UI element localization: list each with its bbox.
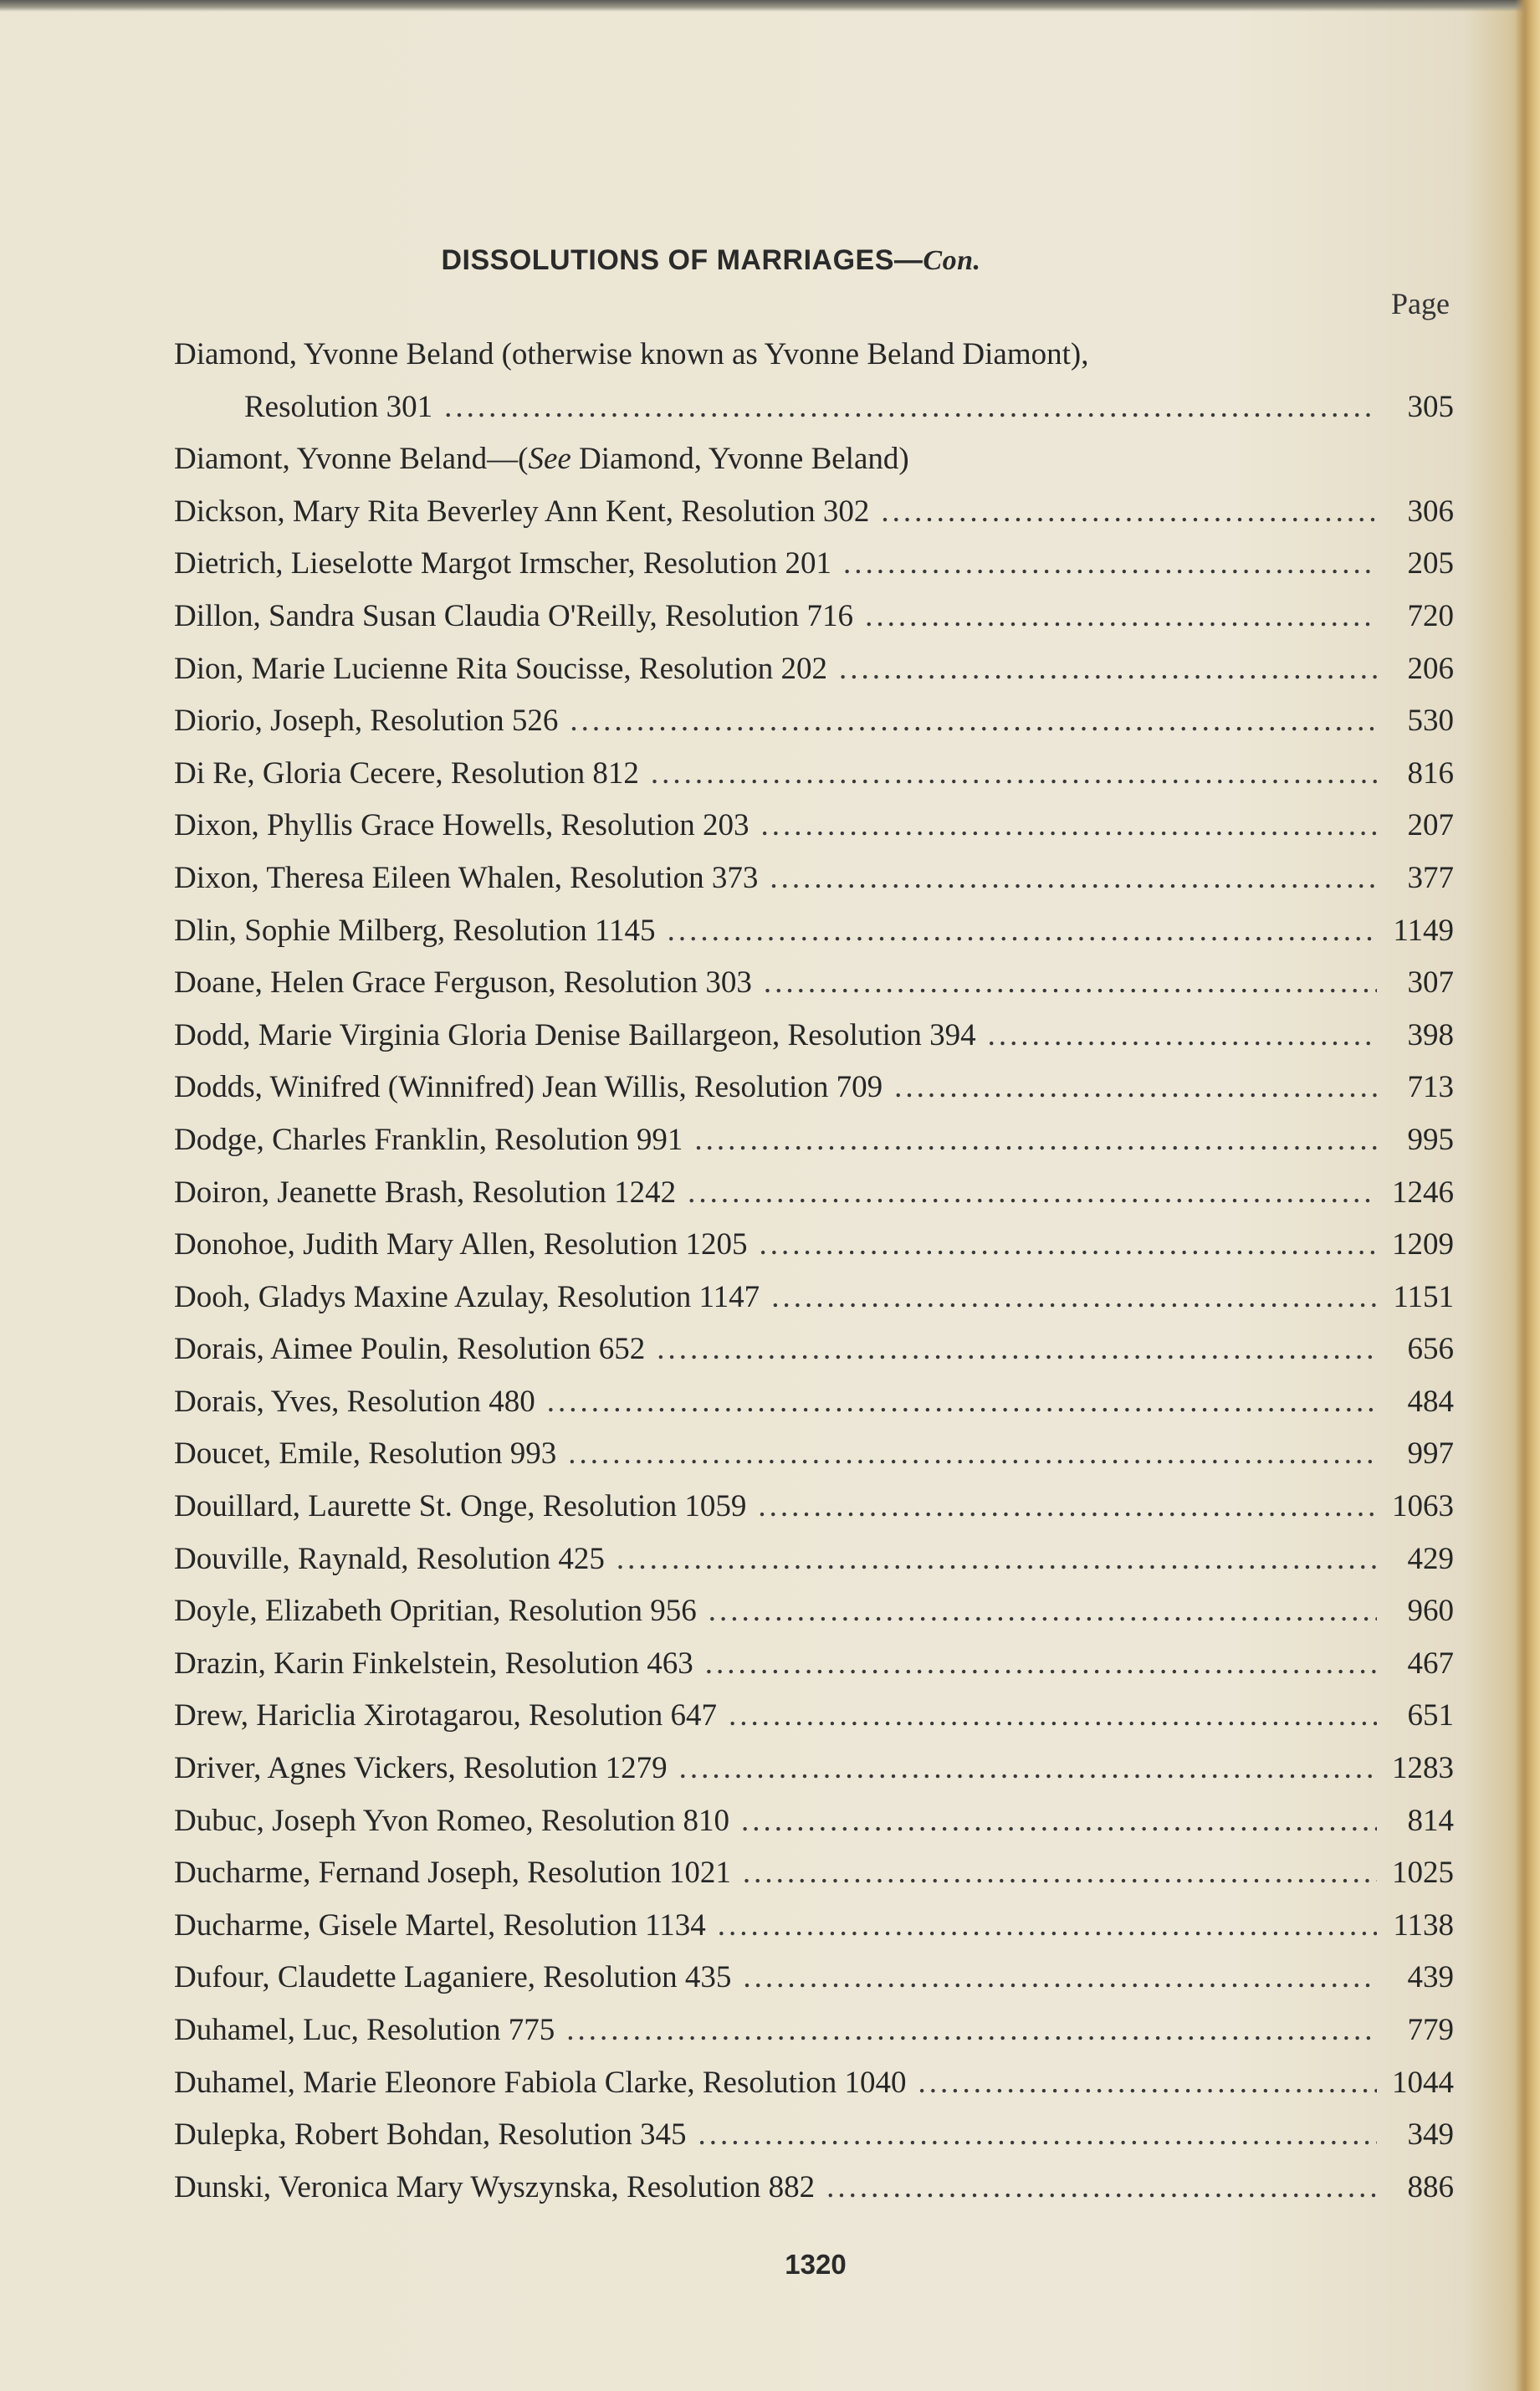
index-entry-page: 207 <box>1407 808 1454 843</box>
index-entry-see-target: Diamond, Yvonne Beland) <box>570 442 909 477</box>
index-entry <box>174 598 1454 651</box>
index-entry-page: 779 <box>1407 2013 1454 2047</box>
index-entry-text <box>174 965 752 1001</box>
index-entry-text <box>174 1803 729 1839</box>
index-entry-text <box>174 2065 906 2101</box>
index-entry-name: Ducharme, Fernand Joseph, Resolution 1021 <box>174 1856 731 1891</box>
index-entry-text <box>244 389 432 425</box>
index-entry <box>174 1907 1454 1960</box>
dot-leader <box>764 965 1377 1001</box>
index-entry-name: Dlin, Sophie Milberg, Resolution 1145 <box>174 913 656 948</box>
index-entry-name: Doane, Helen Grace Ferguson, Resolution 303 <box>174 965 752 1001</box>
index-entry <box>174 441 1454 494</box>
dot-leader <box>918 2065 1377 2101</box>
dot-leader <box>570 703 1377 739</box>
dot-leader <box>826 2169 1377 2205</box>
index-entries-list <box>174 336 1454 2221</box>
index-entry-text <box>174 1646 693 1682</box>
index-entry-text <box>174 1175 676 1211</box>
index-entry <box>174 1488 1454 1541</box>
index-entry-text <box>174 1541 605 1577</box>
dot-leader <box>709 1593 1377 1629</box>
page-number: 1320 <box>785 2249 847 2280</box>
page-right-edge <box>1515 0 1540 2391</box>
index-entry <box>174 1331 1454 1384</box>
index-entry-name: Di Re, Gloria Cecere, Resolution 812 <box>174 755 639 791</box>
dot-leader <box>881 494 1377 530</box>
index-entry <box>174 1541 1454 1594</box>
index-entry-page: 651 <box>1407 1698 1454 1733</box>
index-entry <box>174 494 1454 546</box>
dot-leader <box>741 1803 1377 1839</box>
index-entry-text <box>174 1331 645 1367</box>
index-entry <box>174 1279 1454 1332</box>
index-entry-name: Dooh, Gladys Maxine Azulay, Resolution 1147 <box>174 1279 760 1314</box>
dot-leader <box>688 1175 1377 1211</box>
index-entry-name: Resolution 301 <box>244 389 433 424</box>
index-entry <box>174 545 1454 598</box>
index-entry-page: 1149 <box>1393 913 1454 948</box>
index-entry-name: Dion, Marie Lucienne Rita Soucisse, Resolution 202 <box>174 651 827 686</box>
index-entry-text <box>174 860 758 896</box>
index-entry-name: Douillard, Laurette St. Onge, Resolution 1059 <box>174 1489 747 1524</box>
index-entry-name: Dodge, Charles Franklin, Resolution 991 <box>174 1122 683 1157</box>
index-entry-page: 720 <box>1407 598 1454 633</box>
dot-leader <box>566 2012 1377 2048</box>
index-entry <box>174 389 1454 442</box>
dot-leader <box>444 389 1377 425</box>
index-entry <box>174 1069 1454 1122</box>
index-entry-page: 713 <box>1407 1070 1454 1105</box>
index-entry-page: 1246 <box>1392 1175 1454 1210</box>
index-entry-text <box>174 1750 668 1786</box>
index-entry <box>174 913 1454 965</box>
dot-leader <box>894 1069 1377 1105</box>
index-entry-text <box>174 1907 706 1943</box>
index-entry-text <box>174 1122 683 1158</box>
index-entry-name: Diamond, Yvonne Beland (otherwise known as Yvonne Beland Diamont), <box>174 337 1089 371</box>
index-entry-name: Diamont, Yvonne Beland—( <box>174 442 529 477</box>
index-entry-page: 439 <box>1407 1960 1454 1995</box>
dot-leader <box>568 1436 1377 1472</box>
index-entry <box>174 1122 1454 1175</box>
index-entry <box>174 1384 1454 1436</box>
index-entry <box>174 2117 1454 2169</box>
index-entry-page: 429 <box>1407 1541 1454 1576</box>
index-entry <box>174 2169 1454 2222</box>
dot-leader <box>651 755 1377 791</box>
dot-leader <box>843 545 1377 581</box>
index-entry <box>174 1697 1454 1750</box>
index-entry-page: 1044 <box>1392 2065 1454 2100</box>
index-entry-text <box>174 913 656 949</box>
index-entry-page: 307 <box>1407 965 1454 1001</box>
index-entry-text <box>174 807 750 843</box>
index-entry-text <box>174 545 831 581</box>
index-entry-name: Doucet, Emile, Resolution 993 <box>174 1436 557 1472</box>
dot-leader <box>668 913 1377 949</box>
index-entry-page: 1209 <box>1392 1227 1454 1262</box>
index-entry-text <box>174 2117 687 2153</box>
dot-leader <box>718 1907 1377 1943</box>
index-entry-name: Ducharme, Gisele Martel, Resolution 1134 <box>174 1907 706 1943</box>
index-entry-text <box>174 1069 883 1105</box>
dot-leader <box>988 1017 1377 1053</box>
index-entry <box>174 1959 1454 2012</box>
dot-leader <box>771 1279 1377 1315</box>
dot-leader <box>729 1697 1377 1733</box>
index-entry <box>174 860 1454 913</box>
index-entry <box>174 651 1454 704</box>
index-entry-name: Duhamel, Luc, Resolution 775 <box>174 2013 555 2047</box>
index-entry <box>174 1593 1454 1646</box>
index-entry-page: 656 <box>1407 1332 1454 1367</box>
index-entry <box>174 703 1454 755</box>
index-entry-name: Dodds, Winifred (Winnifred) Jean Willis, Resolution 709 <box>174 1070 883 1105</box>
index-entry-name: Dunski, Veronica Mary Wyszynska, Resolution 882 <box>174 2169 816 2204</box>
index-entry <box>174 1017 1454 1070</box>
index-entry-page: 995 <box>1407 1122 1454 1157</box>
index-entry-name: Dillon, Sandra Susan Claudia O'Reilly, Resolution 716 <box>174 598 854 633</box>
index-entry-text <box>174 651 827 687</box>
index-entry-name: Dorais, Yves, Resolution 480 <box>174 1384 535 1419</box>
index-entry-page: 206 <box>1407 651 1454 686</box>
index-entry-page: 305 <box>1407 389 1454 424</box>
index-entry-page: 997 <box>1407 1436 1454 1472</box>
index-entry-name: Douville, Raynald, Resolution 425 <box>174 1541 605 1576</box>
dot-leader <box>698 2117 1378 2153</box>
dot-leader <box>679 1750 1377 1786</box>
index-entry-text <box>174 703 558 739</box>
index-entry <box>174 1855 1454 1907</box>
index-entry-page: 816 <box>1407 755 1454 791</box>
index-entry-name: Driver, Agnes Vickers, Resolution 1279 <box>174 1751 668 1786</box>
index-entry-name: Donohoe, Judith Mary Allen, Resolution 1205 <box>174 1227 748 1262</box>
index-entry-page: 398 <box>1407 1017 1454 1052</box>
index-entry <box>174 336 1454 389</box>
index-entry-text <box>174 336 1088 372</box>
index-entry-page: 349 <box>1407 2117 1454 2153</box>
index-entry-text <box>174 755 639 791</box>
index-entry-text <box>174 1226 748 1262</box>
index-entry-text <box>174 1279 760 1315</box>
index-entry <box>174 1436 1454 1488</box>
dot-leader <box>547 1384 1377 1420</box>
index-entry-page: 484 <box>1407 1384 1454 1419</box>
index-entry <box>174 807 1454 860</box>
index-entry-text <box>174 494 869 530</box>
dot-leader <box>761 807 1377 843</box>
index-entry-page: 1025 <box>1392 1856 1454 1891</box>
index-entry-name: Dodd, Marie Virginia Gloria Denise Baillargeon, Resolution 394 <box>174 1017 976 1052</box>
index-entry-name: Dixon, Phyllis Grace Howells, Resolution 203 <box>174 808 750 843</box>
index-entry <box>174 1646 1454 1698</box>
index-entry-name: Dorais, Aimee Poulin, Resolution 652 <box>174 1332 646 1367</box>
index-entry-page: 306 <box>1407 494 1454 529</box>
index-entry-text <box>174 441 909 477</box>
index-entry-text <box>174 1384 535 1420</box>
dot-leader <box>760 1226 1378 1262</box>
index-entry-name: Dietrich, Lieselotte Margot Irmscher, Resolution 201 <box>174 546 831 581</box>
index-entry-name: Drazin, Karin Finkelstein, Resolution 463 <box>174 1646 693 1681</box>
dot-leader <box>617 1541 1377 1577</box>
index-entry-page: 1151 <box>1393 1279 1454 1314</box>
index-entry <box>174 2065 1454 2117</box>
index-entry-page: 1283 <box>1392 1751 1454 1786</box>
dot-leader <box>839 651 1377 687</box>
index-entry-name: Doyle, Elizabeth Opritian, Resolution 956 <box>174 1594 697 1629</box>
dot-leader <box>865 598 1377 634</box>
index-entry-page: 467 <box>1407 1646 1454 1681</box>
index-entry-name: Diorio, Joseph, Resolution 526 <box>174 704 559 739</box>
index-entry-name: Duhamel, Marie Eleonore Fabiola Clarke, Resolution 1040 <box>174 2065 907 2100</box>
index-entry-name: Dickson, Mary Rita Beverley Ann Kent, Resolution 302 <box>174 494 870 529</box>
index-entry-name: Dulepka, Robert Bohdan, Resolution 345 <box>174 2117 687 2153</box>
index-entry <box>174 1175 1454 1227</box>
index-entry-page: 1063 <box>1392 1489 1454 1524</box>
index-entry <box>174 1226 1454 1279</box>
index-entry-name: Doiron, Jeanette Brash, Resolution 1242 <box>174 1175 677 1210</box>
dot-leader <box>758 1488 1377 1524</box>
index-entry <box>174 1750 1454 1803</box>
dot-leader <box>743 1959 1377 1995</box>
index-entry-name: Dufour, Claudette Laganiere, Resolution 435 <box>174 1960 732 1995</box>
index-entry-page: 205 <box>1407 546 1454 581</box>
index-entry-text <box>174 1593 697 1629</box>
index-entry-see-reference: See <box>528 442 571 477</box>
index-entry-text <box>174 2169 815 2205</box>
index-entry-text <box>174 2012 555 2048</box>
index-entry-text <box>174 1697 717 1733</box>
index-entry-page: 886 <box>1407 2169 1454 2204</box>
index-entry <box>174 965 1454 1017</box>
index-entry-page: 814 <box>1407 1803 1454 1838</box>
index-entry-text <box>174 1017 976 1053</box>
dot-leader <box>770 860 1377 896</box>
index-entry <box>174 1803 1454 1856</box>
index-entry-page: 377 <box>1407 860 1454 895</box>
index-entry-text <box>174 1959 731 1995</box>
index-entry-text <box>174 1436 556 1472</box>
section-heading-suffix: Con. <box>923 245 981 276</box>
dot-leader <box>694 1122 1377 1158</box>
page-column-label: Page <box>1391 287 1450 320</box>
section-heading-title: DISSOLUTIONS OF MARRIAGES— <box>441 244 923 276</box>
index-entry-page: 960 <box>1407 1594 1454 1629</box>
index-entry-page: 1138 <box>1393 1907 1454 1943</box>
index-entry-name: Dubuc, Joseph Yvon Romeo, Resolution 810 <box>174 1803 729 1838</box>
dot-leader <box>657 1331 1377 1367</box>
index-entry-page: 530 <box>1407 704 1454 739</box>
dot-leader <box>705 1646 1377 1682</box>
index-entry <box>174 755 1454 808</box>
index-entry-text <box>174 1855 731 1891</box>
index-entry-text <box>174 598 853 634</box>
index-entry <box>174 2012 1454 2065</box>
index-entry-name: Drew, Hariclia Xirotagarou, Resolution 647 <box>174 1698 718 1733</box>
index-entry-name: Dixon, Theresa Eileen Whalen, Resolution 373 <box>174 860 759 895</box>
dot-leader <box>743 1855 1377 1891</box>
section-heading <box>0 244 1422 277</box>
index-entry-text <box>174 1488 746 1524</box>
page-top-edge <box>0 0 1540 12</box>
